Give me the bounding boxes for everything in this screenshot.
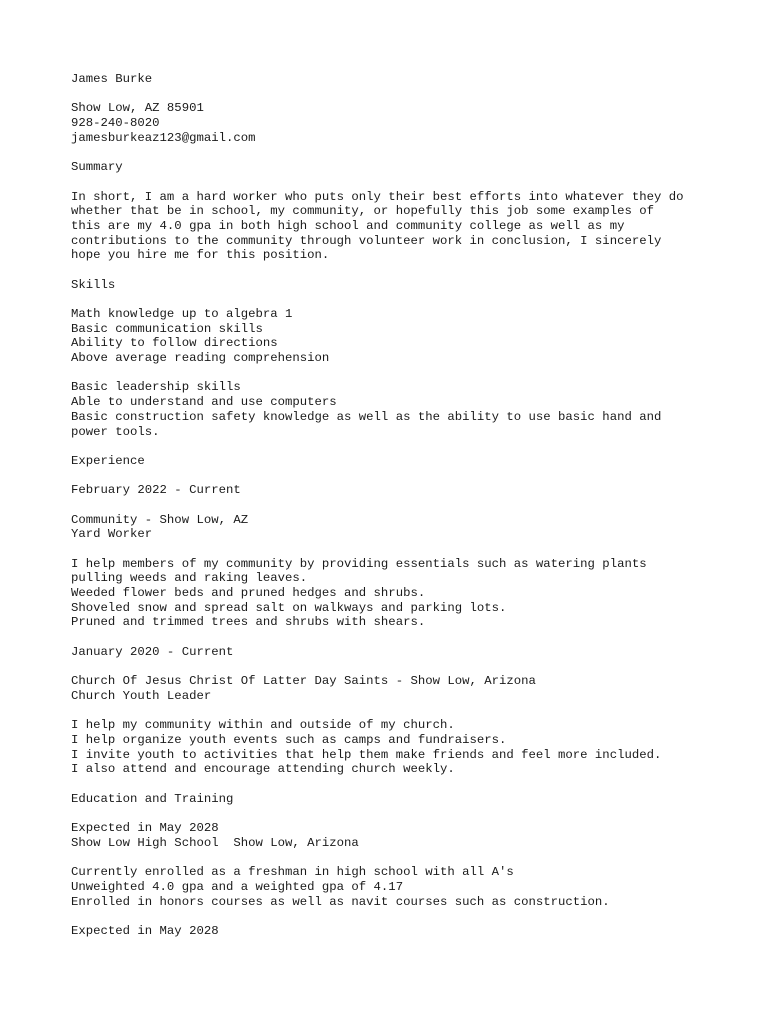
skill-item: Above average reading comprehension <box>71 351 330 366</box>
skill-item: Able to understand and use computers <box>71 395 337 410</box>
skill-item: Basic communication skills <box>71 321 263 336</box>
skills-heading: Skills <box>71 277 116 292</box>
job-duty-line: I help my community within and outside of my church. <box>71 718 455 733</box>
job-duty-line: pulling weeds and raking leaves. <box>71 571 308 586</box>
summary-line: hope you hire me for this position. <box>71 248 330 263</box>
summary-line: whether that be in school, my community, or hopefully this job some examples of <box>71 204 654 219</box>
job-dates: January 2020 - Current <box>71 644 234 659</box>
job-duty-line: Pruned and trimmed trees and shrubs with shears. <box>71 615 426 630</box>
job-duty-line: I help organize youth events such as camps and fundraisers. <box>71 732 507 747</box>
skill-item: Math knowledge up to algebra 1 <box>71 307 293 321</box>
summary-line: contributions to the community through volunteer work in conclusion, I sincerely <box>71 233 662 248</box>
address: Show Low, AZ 85901 <box>71 101 204 116</box>
summary-line: In short, I am a hard worker who puts only their best efforts into whatever they do <box>71 189 684 204</box>
job-duty-line: I also attend and encourage attending church weekly. <box>71 762 455 777</box>
experience-heading: Experience <box>71 453 145 468</box>
education-detail-line: Unweighted 4.0 gpa and a weighted gpa of 4.17 <box>71 879 404 894</box>
resume-content <box>71 72 711 939</box>
education-school: Show Low High School Show Low, Arizona <box>71 835 359 850</box>
job-employer: Community - Show Low, AZ <box>71 512 249 527</box>
job-title: Church Youth Leader <box>71 688 212 703</box>
education-heading: Education and Training <box>71 791 234 806</box>
job-dates: February 2022 - Current <box>71 483 241 498</box>
education-detail-line: Enrolled in honors courses as well as navit courses such as construction. <box>71 894 610 909</box>
job-title: Yard Worker <box>71 527 153 542</box>
phone-number: 928-240-8020 <box>71 116 160 131</box>
skill-item: Basic construction safety knowledge as well as the ability to use basic hand and <box>71 409 662 424</box>
job-duty-line: Shoveled snow and spread salt on walkways and parking lots. <box>71 600 507 615</box>
summary-heading: Summary <box>71 160 123 175</box>
candidate-name: James Burke <box>71 72 153 86</box>
summary-line: this are my 4.0 gpa in both high school and community college as well as my <box>71 218 625 233</box>
skill-item: power tools. <box>71 424 160 439</box>
education-detail-line: Currently enrolled as a freshman in high school with all A's <box>71 865 514 880</box>
job-duty-line: Weeded flower beds and pruned hedges and shrubs. <box>71 586 426 601</box>
email-address: jamesburkeaz123@gmail.com <box>71 130 256 145</box>
education-expected-date: Expected in May 2028 <box>71 923 219 938</box>
education-expected-date: Expected in May 2028 <box>71 821 219 836</box>
skill-item: Basic leadership skills <box>71 380 241 395</box>
job-duty-line: I help members of my community by providing essentials such as watering plants <box>71 556 647 571</box>
job-employer: Church Of Jesus Christ Of Latter Day Saints - Show Low, Arizona <box>71 674 536 689</box>
job-duty-line: I invite youth to activities that help them make friends and feel more included. <box>71 747 662 762</box>
skill-item: Ability to follow directions <box>71 336 278 351</box>
